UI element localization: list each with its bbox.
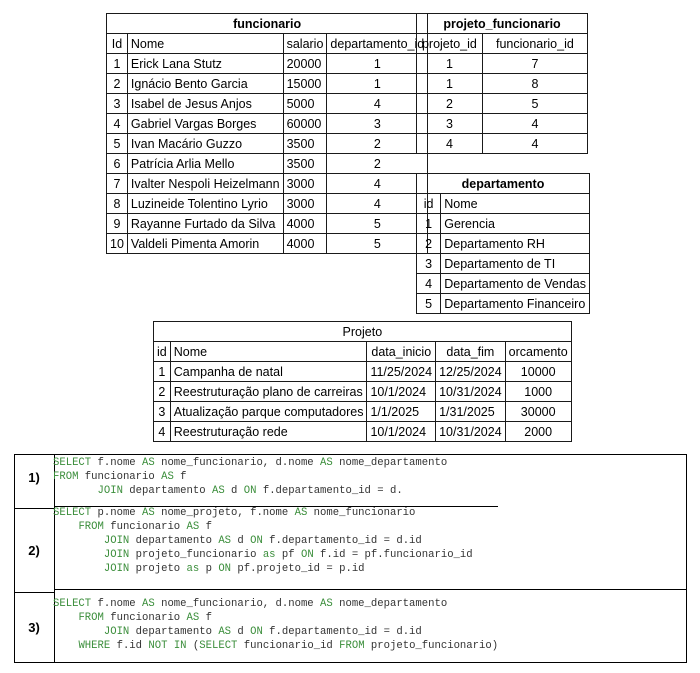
column-header: id [154,342,171,362]
divider [14,508,54,509]
table-cell: 3 [107,94,128,114]
table-cell: Erick Lana Stutz [127,54,283,74]
table-cell: 1/1/2025 [367,402,436,422]
table-cell: 2 [327,154,428,174]
funcionario-table [106,13,428,254]
table-cell: 3 [154,402,171,422]
table-row [417,214,590,234]
table-row [154,422,572,442]
table-cell: Isabel de Jesus Anjos [127,94,283,114]
table-cell: 12/25/2024 [436,362,506,382]
table-row [107,194,428,214]
table-cell: 60000 [283,114,327,134]
table-cell: 9 [107,214,128,234]
sql-query-3: SELECT f.nome AS nome_funcionario, d.nome AS nome_departamento FROM funcionario AS f JOIN departamento AS d ON f.departamento_id = d.id WHERE f.id NOT IN (SELECT funcionario_id FROM projeto_funcionario) [53,598,499,652]
query-number: 2) [28,543,40,558]
table-cell: 1 [417,214,441,234]
table-row [107,54,428,74]
table-row [154,402,572,422]
header-row [154,342,572,362]
table-cell: 5 [417,294,441,314]
table-row [417,274,590,294]
table-cell: 7 [107,174,128,194]
header-row [417,194,590,214]
table-cell: 3 [417,254,441,274]
table-cell: 4000 [283,234,327,254]
sql-queries-box [14,454,687,663]
table-cell: 11/25/2024 [367,362,436,382]
table-row [107,74,428,94]
table-cell: 3000 [283,194,327,214]
table-cell: 5 [482,94,587,114]
table-row [107,154,428,174]
table-cell: 10/1/2024 [367,382,436,402]
table-cell: 5000 [283,94,327,114]
table-cell: 4000 [283,214,327,234]
table-row [417,254,590,274]
table-cell: 4 [482,134,587,154]
table-row [417,54,588,74]
table-cell: Rayanne Furtado da Silva [127,214,283,234]
table-row [417,134,588,154]
table-cell: 1 [327,74,428,94]
query-number: 3) [28,620,40,635]
table-cell: 2 [417,94,483,114]
table-cell: 2 [327,134,428,154]
table-cell: 30000 [505,402,571,422]
table-cell: 4 [107,114,128,134]
table-title: Projeto [154,322,572,342]
table-cell: 3500 [283,154,327,174]
table-cell: Departamento Financeiro [441,294,590,314]
table-row [107,214,428,234]
table-row [107,114,428,134]
table-cell: 2 [154,382,171,402]
table-cell: 2 [417,234,441,254]
table-row [154,382,572,402]
table-cell: Ignácio Bento Garcia [127,74,283,94]
column-header: funcionario_id [482,34,587,54]
projeto-funcionario-table [416,13,588,154]
divider [14,592,54,593]
table-cell: 4 [327,194,428,214]
table-cell: 7 [482,54,587,74]
column-header: Id [107,34,128,54]
table-cell: 5 [327,234,428,254]
table-cell: 15000 [283,74,327,94]
column-header: departamento_id [327,34,428,54]
table-title: departamento [417,174,590,194]
table-cell: 10/31/2024 [436,422,506,442]
column-header: Nome [170,342,367,362]
sql-query-1: SELECT f.nome AS nome_funcionario, d.nome AS nome_departamento FROM funcionario AS f JOIN departamento AS d ON f.departamento_id = d. [53,457,448,497]
table-cell: 10/1/2024 [367,422,436,442]
table-cell: 1 [327,54,428,74]
table-title: funcionario [107,14,428,34]
table-cell: 3 [327,114,428,134]
table-cell: 5 [107,134,128,154]
table-cell: 1 [154,362,171,382]
table-row [417,294,590,314]
table-cell: 1 [417,54,483,74]
table-row [417,114,588,134]
table-cell: 3500 [283,134,327,154]
header-row [417,34,588,54]
table-cell: 20000 [283,54,327,74]
table-cell: Campanha de natal [170,362,367,382]
table-cell: Valdeli Pimenta Amorin [127,234,283,254]
table-cell: 5 [327,214,428,234]
table-cell: 1000 [505,382,571,402]
table-cell: Gabriel Vargas Borges [127,114,283,134]
table-cell: 6 [107,154,128,174]
table-cell: Reestruturação rede [170,422,367,442]
column-header: projeto_id [417,34,483,54]
column-header: data_inicio [367,342,436,362]
table-cell: 2000 [505,422,571,442]
table-row [417,234,590,254]
column-header: Nome [441,194,590,214]
table-cell: 10000 [505,362,571,382]
table-cell: 10/31/2024 [436,382,506,402]
table-cell: Patrícia Arlia Mello [127,154,283,174]
table-cell: Luzineide Tolentino Lyrio [127,194,283,214]
table-cell: Departamento RH [441,234,590,254]
table-cell: 3 [417,114,483,134]
projeto-table [153,321,572,442]
table-cell: 2 [107,74,128,94]
table-cell: 4 [327,94,428,114]
table-cell: Gerencia [441,214,590,234]
table-row [417,74,588,94]
column-header: orcamento [505,342,571,362]
table-cell: Departamento de Vendas [441,274,590,294]
column-header: Nome [127,34,283,54]
table-cell: 4 [327,174,428,194]
table-cell: 1/31/2025 [436,402,506,422]
table-cell: Atualização parque computadores [170,402,367,422]
header-row [107,34,428,54]
table-cell: Ivalter Nespoli Heizelmann [127,174,283,194]
column-header: data_fim [436,342,506,362]
table-cell: 8 [107,194,128,214]
table-row [107,234,428,254]
table-row [107,94,428,114]
table-cell: 4 [482,114,587,134]
table-cell: 1 [107,54,128,74]
table-cell: 10 [107,234,128,254]
table-row [417,94,588,114]
query-number: 1) [28,470,40,485]
table-title: projeto_funcionario [417,14,588,34]
table-cell: 8 [482,74,587,94]
table-cell: Ivan Macário Guzzo [127,134,283,154]
column-header: salario [283,34,327,54]
table-cell: Reestruturação plano de carreiras [170,382,367,402]
table-row [107,134,428,154]
table-cell: 4 [417,274,441,294]
table-row [154,362,572,382]
table-row [107,174,428,194]
departamento-table [416,173,590,314]
sql-query-2: SELECT p.nome AS nome_projeto, f.nome AS nome_funcionario FROM funcionario AS f JOIN departamento AS d ON f.departamento_id = d.id JOIN projeto_funcionario as pf ON f.id = pf.funcionario_id JOIN projeto as p ON pf.projeto_id = p.id [53,507,473,575]
table-cell: 1 [417,74,483,94]
divider [55,589,687,590]
column-header: id [417,194,441,214]
table-cell: Departamento de TI [441,254,590,274]
table-cell: 3000 [283,174,327,194]
table-cell: 4 [417,134,483,154]
table-cell: 4 [154,422,171,442]
